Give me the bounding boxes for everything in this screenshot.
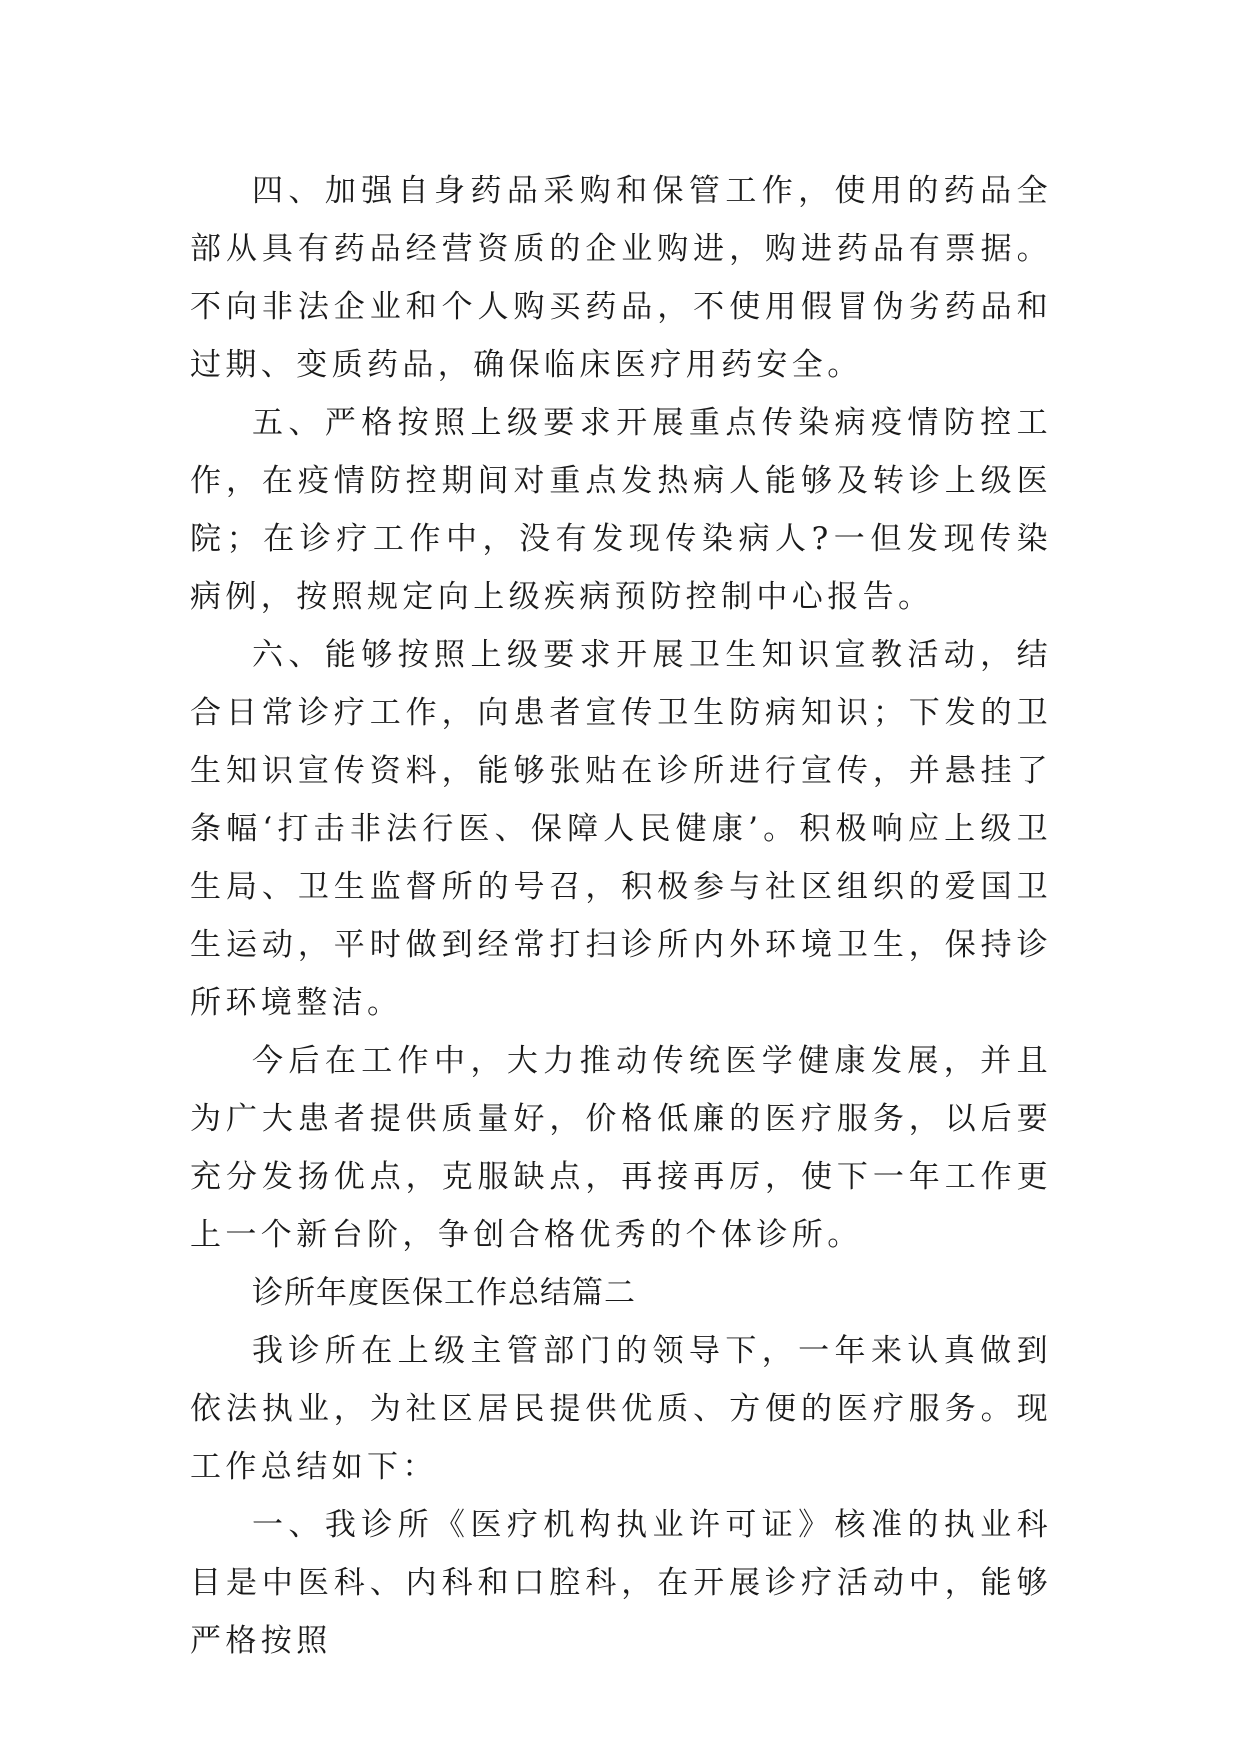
paragraph-health-education: 六、能够按照上级要求开展卫生知识宣教活动，结合日常诊疗工作，向患者宣传卫生防病知识；下发的卫生知识宣传资料，能够张贴在诊所进行宣传，并悬挂了条幅‘打击非法行医、保障人民健康’。积极响应上级卫生局、卫生监督所的号召，积极参与社区组织的爱国卫生运动，平时做到经常打扫诊所内外环境卫生，保持诊所环境整洁。: [190, 637, 1052, 1021]
paragraph-license: 一、我诊所《医疗机构执业许可证》核准的执业科目是中医科、内科和口腔科，在开展诊疗活动中，能够严格按照: [190, 1507, 1052, 1659]
paragraph-future-plans: 今后在工作中，大力推动传统医学健康发展，并且为广大患者提供质量好，价格低廉的医疗服务，以后要充分发扬优点，克服缺点，再接再厉，使下一年工作更上一个新台阶，争创合格优秀的个体诊所。: [190, 1043, 1052, 1253]
paragraph-intro: 我诊所在上级主管部门的领导下，一年来认真做到依法执业，为社区居民提供优质、方便的医疗服务。现工作总结如下：: [190, 1333, 1052, 1485]
section-title: 诊所年度医保工作总结篇二: [252, 1275, 636, 1311]
document-body: [190, 162, 1052, 1670]
paragraph-drug-procurement: 四、加强自身药品采购和保管工作，使用的药品全部从具有药品经营资质的企业购进，购进药品有票据。不向非法企业和个人购买药品，不使用假冒伪劣药品和过期、变质药品，确保临床医疗用药安全。: [190, 173, 1052, 383]
paragraph-epidemic-control: 五、严格按照上级要求开展重点传染病疫情防控工作，在疫情防控期间对重点发热病人能够及转诊上级医院；在诊疗工作中，没有发现传染病人?一但发现传染病例，按照规定向上级疾病预防控制中心报告。: [190, 405, 1052, 615]
